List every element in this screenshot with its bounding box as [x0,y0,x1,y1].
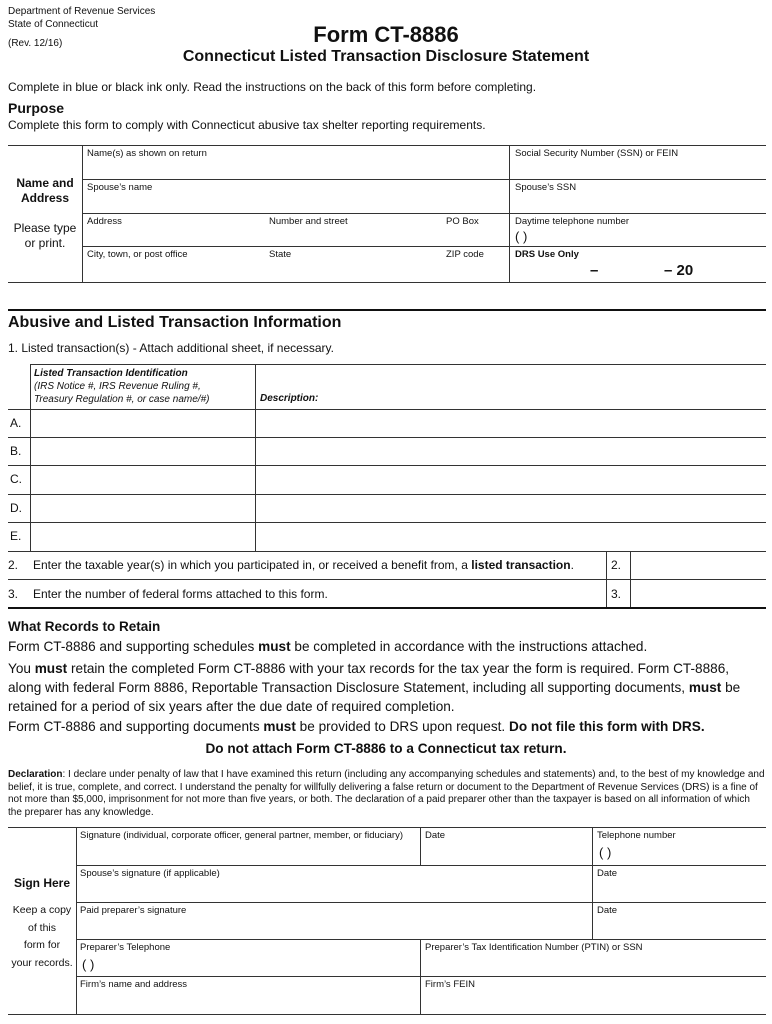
preparer-signature-label: Paid preparer’s signature [80,905,187,916]
drs-year: – 20 [664,262,694,279]
spouse-date-field[interactable] [593,880,765,901]
spouse-name-field[interactable] [83,194,508,212]
line3-box-label: 3. [611,587,622,601]
firm-fein-field[interactable] [421,991,765,1013]
form-title: Form CT-8886 [313,22,459,47]
names-on-return-label: Name(s) as shown on return [87,148,207,159]
agency-name: Department of Revenue Services [8,6,156,17]
listed-id-column-header: Listed Transaction Identification (IRS Notice #, IRS Revenue Ruling #, Treasury Regulation #, or case name/#) [34,368,210,405]
form-subtitle: Connecticut Listed Transaction Disclosure Statement [182,48,590,65]
line3-text: Enter the number of federal forms attached to this form. [33,587,328,601]
line2-number: 2. [8,558,19,572]
daytime-phone-label: Daytime telephone number [515,216,630,227]
preparer-date-label: Date [597,905,618,916]
spouse-signature-field[interactable] [77,880,591,901]
declaration-text: Declaration: I declare under penalty of law that I have examined this return (including any accompanying schedules and statements) and, to the best of my knowledge and belief, it is true, complete, and correct. I understand the penalty for willfully delivering a false return or document to the Department of Revenue Services (DRS) is a fine of not more than $5,000, imprisonment for not more than five years, or both. The declaration of a paid preparer other than the taxpayer is based on all information of which the preparer has any knowledge. [8,769,765,818]
keep-copy-note: Keep a copy of this form for your records. [11,904,73,969]
drs-use-only-label: DRS Use Only [515,249,579,260]
spouse-ssn-field[interactable] [510,194,765,212]
row-a-description-field[interactable] [256,410,766,437]
row-d-id-field[interactable] [31,495,255,522]
city-label: City, town, or post office [87,249,188,260]
line3-number: 3. [8,587,19,601]
purpose-text: Complete this form to comply with Connecticut abusive tax shelter reporting requirements. [8,118,486,132]
line2-box-label: 2. [611,558,622,572]
signature-label: Signature (individual, corporate officer, general partner, member, or fiduciary) [80,830,403,841]
zip-label: ZIP code [446,249,484,260]
purpose-heading: Purpose [8,100,65,116]
state-name: State of Connecticut [8,19,99,30]
row-b-id-field[interactable] [31,438,255,465]
telephone-label: Telephone number [597,830,676,841]
records-paragraph-1: Form CT-8886 and supporting schedules must be completed in accordance with the instructions attached. [8,639,648,654]
row-e-label: E. [10,529,22,543]
line1-text: 1. Listed transaction(s) - Attach additional sheet, if necessary. [8,341,334,355]
description-column-header: Description: [260,393,319,404]
state-label: State [269,249,292,260]
ssn-fein-field[interactable] [510,160,765,178]
names-on-return-field[interactable] [83,160,508,178]
preparer-telephone-label: Preparer’s Telephone [80,942,171,953]
signature-date-field[interactable] [421,842,591,864]
telephone-field[interactable]: ( ) [599,845,612,860]
records-heading: What Records to Retain [8,619,161,634]
ptin-field[interactable] [421,954,765,975]
line3-federal-forms-field[interactable] [631,580,766,607]
row-d-label: D. [10,501,22,515]
signature-date-label: Date [425,830,446,841]
do-not-attach-note: Do not attach Form CT-8886 to a Connecticut tax return. [205,741,567,756]
po-box-label: PO Box [446,216,479,227]
spouse-name-label: Spouse’s name [87,182,153,193]
row-b-description-field[interactable] [256,438,766,465]
signature-field[interactable] [77,842,419,864]
preparer-signature-field[interactable] [77,917,591,938]
row-a-label: A. [10,416,22,430]
address-field[interactable] [83,228,508,245]
preparer-telephone-field[interactable]: ( ) [82,957,95,972]
spouse-signature-label: Spouse’s signature (if applicable) [80,868,220,879]
row-c-label: C. [10,472,22,486]
firm-name-field[interactable] [77,991,419,1013]
firm-name-label: Firm’s name and address [80,979,188,990]
records-paragraph-2: You must retain the completed Form CT-8886 with your tax records for the tax year the form is required. Form CT-8886, along with federal Form 8886, Reportable Transaction Disclosure Statement, including all supporting documents, must be retained for a period of six years after the due date of required completion. [8,661,741,714]
address-label: Address [87,216,122,227]
daytime-phone-field[interactable]: ( ) [515,229,528,244]
sign-here-heading: Sign Here [13,876,70,890]
preparer-date-field[interactable] [593,917,765,938]
row-e-id-field[interactable] [31,523,255,551]
row-c-description-field[interactable] [256,466,766,494]
revision-date: (Rev. 12/16) [8,38,63,49]
line2-taxable-years-field[interactable] [631,552,766,579]
street-label: Number and street [269,216,348,227]
spouse-date-label: Date [597,868,618,879]
row-c-id-field[interactable] [31,466,255,494]
records-paragraph-3: Form CT-8886 and supporting documents must be provided to DRS upon request. Do not file this form with DRS. [8,719,705,734]
type-or-print-note: Please type or print. [13,221,77,250]
abusive-heading: Abusive and Listed Transaction Information [8,314,342,331]
ptin-label: Preparer’s Tax Identification Number (PTIN) or SSN [425,942,643,953]
city-state-zip-field[interactable] [83,261,508,281]
drs-dash: – [590,262,599,279]
row-e-description-field[interactable] [256,523,766,551]
row-a-id-field[interactable] [31,410,255,437]
ink-note: Complete in blue or black ink only. Read the instructions on the back of this form before completing. [8,80,537,94]
line2-text: Enter the taxable year(s) in which you participated in, or received a benefit from, a listed transaction. [33,558,574,572]
row-d-description-field[interactable] [256,495,766,522]
name-address-label: Name and Address [16,176,74,205]
firm-fein-label: Firm’s FEIN [425,979,475,990]
ssn-fein-label: Social Security Number (SSN) or FEIN [515,148,679,159]
spouse-ssn-label: Spouse’s SSN [515,182,577,193]
row-b-label: B. [10,444,22,458]
